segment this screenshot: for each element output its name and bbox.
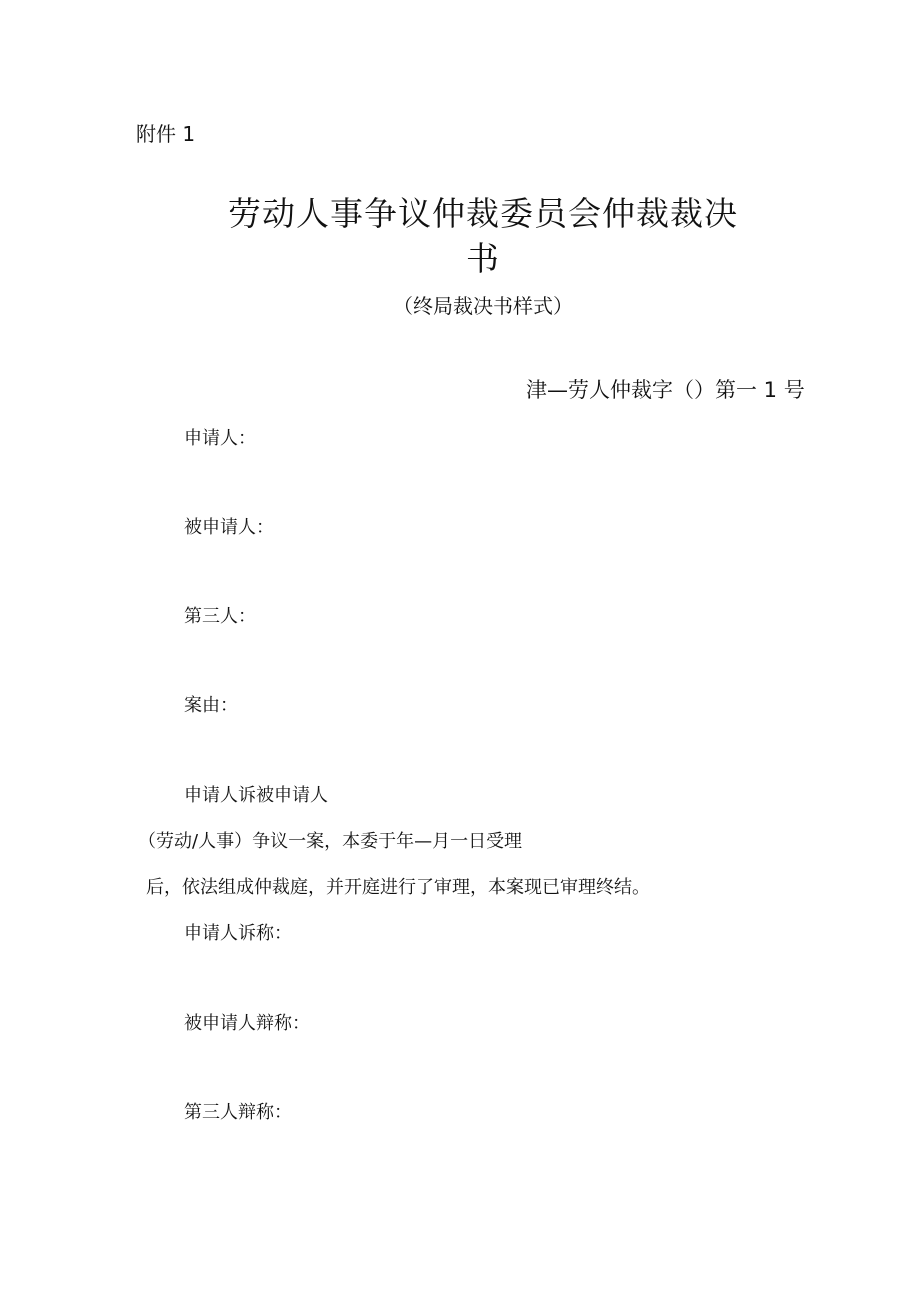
body-line-1: 申请人诉被申请人 xyxy=(184,785,328,806)
body-line-2: （劳动/人事）争议一案，本委于年—月一日受理 xyxy=(138,831,523,852)
applicant-claim-label: 申请人诉称： xyxy=(184,923,292,944)
document-title-line-2: 书 xyxy=(466,239,500,278)
respondent-field: 被申请人： xyxy=(184,517,274,538)
applicant-field: 申请人： xyxy=(184,428,256,449)
third-party-field: 第三人： xyxy=(184,606,256,627)
respondent-defense-label: 被申请人辩称： xyxy=(184,1013,310,1034)
third-party-defense-label: 第三人辩称： xyxy=(184,1102,292,1123)
body-line-3: 后，依法组成仲裁庭，并开庭进行了审理，本案现已审理终结。 xyxy=(146,877,650,898)
attachment-label: 附件 1 xyxy=(136,122,196,146)
case-number: 津—劳人仲裁字（）第一 1 号 xyxy=(526,378,805,402)
document-subtitle: （终局裁决书样式） xyxy=(393,294,573,318)
cause-field: 案由： xyxy=(184,695,238,716)
document-title-line-1: 劳动人事争议仲裁委员会仲裁裁决 xyxy=(228,194,738,233)
